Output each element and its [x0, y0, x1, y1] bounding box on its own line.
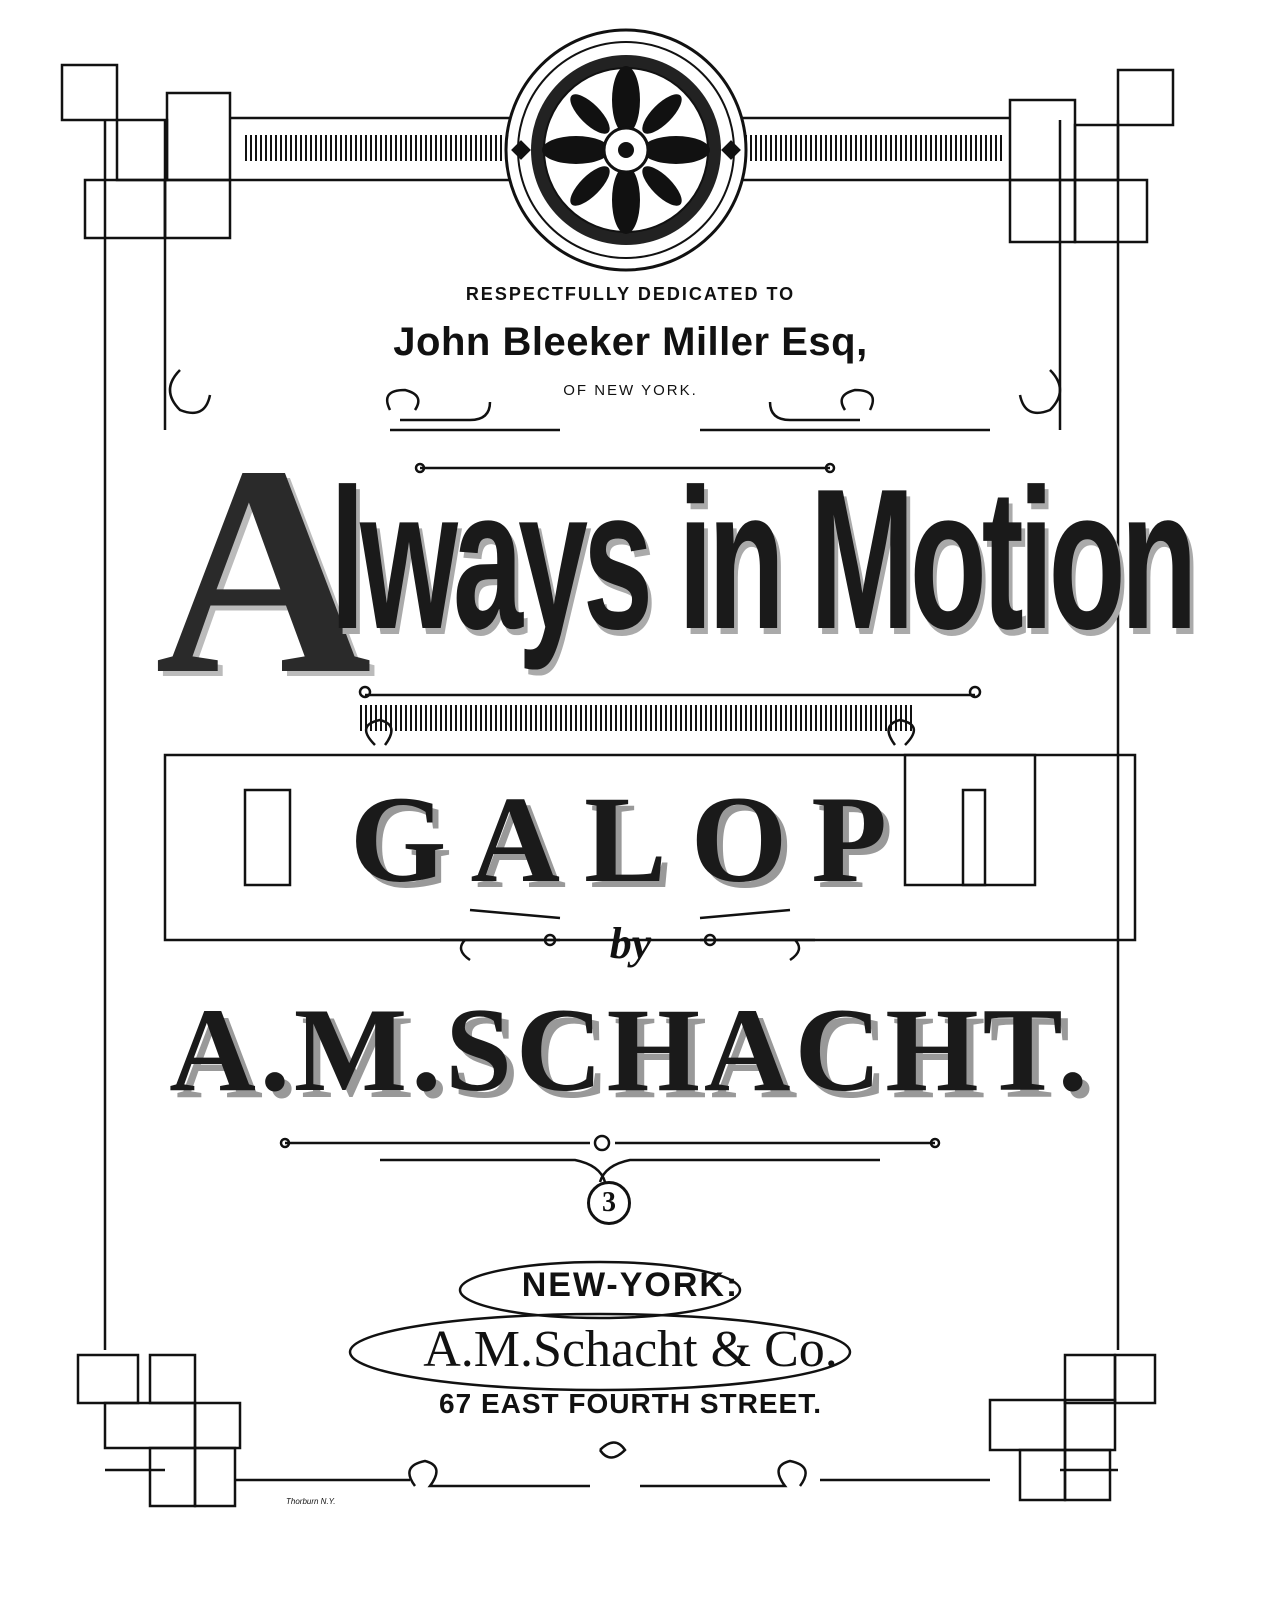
publisher-city: NEW-YORK:	[521, 1266, 740, 1304]
title-rest: lways in Motion	[330, 448, 1193, 671]
by-line: by	[609, 919, 652, 968]
page-title	[0, 404, 1261, 736]
number-badge: 3	[587, 1181, 631, 1225]
dedicatee-place: OF NEW YORK.	[563, 382, 698, 399]
publisher-name: A.M.Schacht & Co.	[423, 1321, 838, 1378]
title-initial: A	[155, 404, 372, 736]
dedicatee-name: John Bleeker Miller Esq,	[393, 320, 868, 364]
publisher-address: 67 EAST FOURTH STREET.	[439, 1388, 822, 1419]
engraver-credit: Thorburn N.Y.	[286, 1497, 336, 1506]
composer-name: A.M.SCHACHT.	[169, 983, 1092, 1116]
genre-heading: GALOP	[350, 771, 911, 908]
medallion-rosette	[506, 30, 746, 270]
dedication-line: RESPECTFULLY DEDICATED TO	[465, 284, 796, 304]
